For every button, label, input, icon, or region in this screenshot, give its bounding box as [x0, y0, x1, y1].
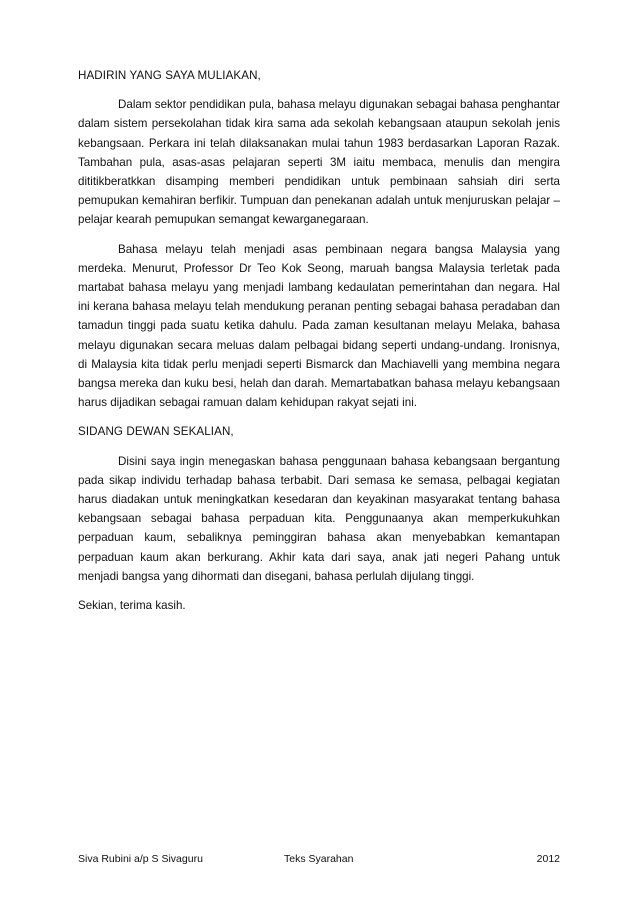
document-body	[78, 66, 560, 615]
footer-year: 2012	[536, 853, 560, 865]
page-footer	[78, 853, 560, 869]
salutation-heading-1: HADIRIN YANG SAYA MULIAKAN,	[78, 69, 261, 82]
footer-author: Siva Rubini a/p S Sivaguru	[78, 853, 203, 865]
body-paragraph-3: Disini saya ingin menegaskan bahasa penggunaan bahasa kebangsaan bergantung pada sikap individu terhadap bahasa terbabit. Dari semasa ke semasa, pelbagai kegiatan harus diadakan untuk meningkatkan kesedaran dan keyakinan masyarakat tentang bahasa kebangsaan sebagai bahasa perpaduan kita. Penggunaanya akan memperkukuhkan perpaduan kaum, sebaliknya peminggiran bahasa akan menyebabkan kemantapan perpaduan kaum akan berkurang. Akhir kata dari saya, anak jati negeri Pahang untuk menjadi bangsa yang dihormati dan disegani, bahasa perlulah dijulang tinggi.	[78, 454, 560, 583]
closing-line: Sekian, terima kasih.	[78, 599, 186, 613]
salutation-heading-2: SIDANG DEWAN SEKALIAN,	[78, 425, 234, 439]
body-paragraph-1: Dalam sektor pendidikan pula, bahasa melayu digunakan sebagai bahasa penghantar dalam sistem persekolahan tidak kira sama ada sekolah kebangsaan ataupun sekolah jenis kebangsaan. Perkara ini telah dilaksanakan mulai tahun 1983 berdasarkan Laporan Razak. Tambahan pula, asas-asas pelajaran seperti 3M iaitu membaca, menulis dan mengira dititikberatkkan disamping memberi pendidikan untuk pembinaan sahsiah diri serta pemupukan kemahiran berfikir. Tumpuan dan penekanan adalah untuk menjuruskan pelajar – pelajar kearah pemupukan semangat kewarganegaraan.	[78, 98, 560, 227]
body-paragraph-2: Bahasa melayu telah menjadi asas pembinaan negara bangsa Malaysia yang merdeka. Menurut, Professor Dr Teo Kok Seong, maruah bangsa Malaysia terletak pada martabat bahasa melayu yang menjadi lambang kedaulatan pemerintahan dan negara. Hal ini kerana bahasa melayu telah mendukung peranan penting sebagai bahasa peradaban dan tamadun tinggi pada suatu ketika dahulu. Pada zaman kesultanan melayu Melaka, bahasa melayu digunakan secara meluas dalam pelbagai bidang seperti undang-undang. Ironisnya, di Malaysia kita tidak perlu menjadi seperti Bismarck dan Machiavelli yang membina negara bangsa mereka dan kuku besi, helah dan darah. Memartabatkan bahasa melayu kebangsaan harus dijadikan sebagai ramuan dalam kehidupan rakyat sejati ini.	[78, 242, 560, 410]
footer-title: Teks Syarahan	[284, 853, 354, 865]
